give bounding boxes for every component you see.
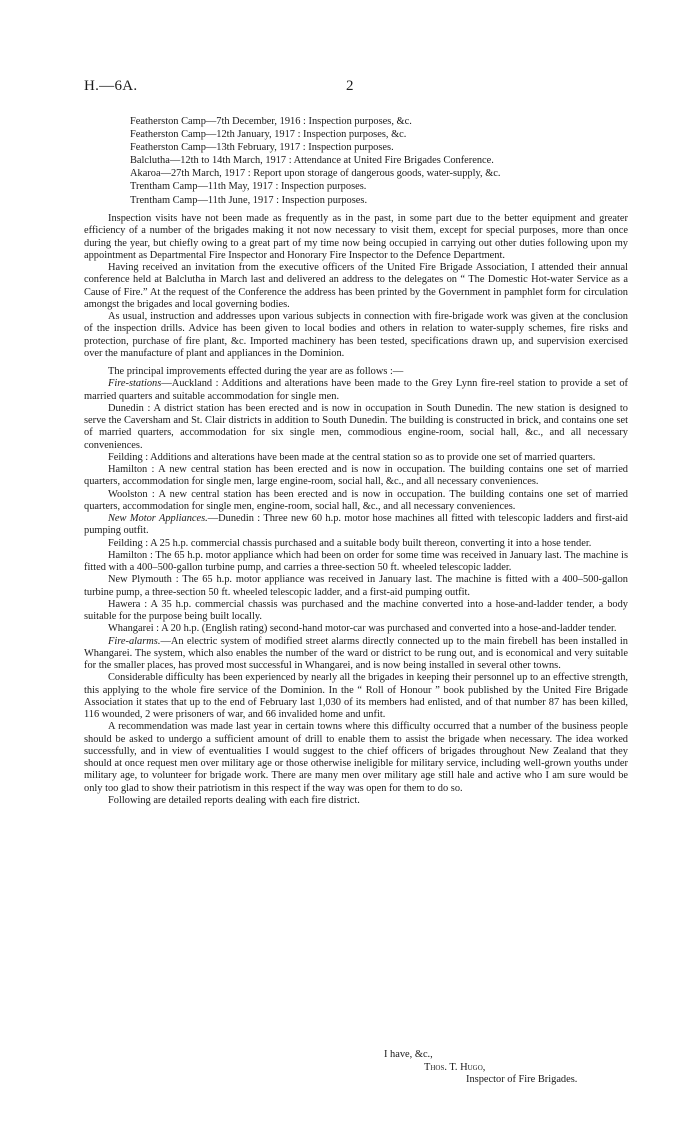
schedule-line: Featherston Camp—7th December, 1916 : Inspection purposes, &c. <box>130 116 412 127</box>
schedule-line: Akaroa—27th March, 1917 : Report upon storage of dangerous goods, water-supply, &c. <box>130 168 501 180</box>
report-body <box>84 213 628 807</box>
paragraph-recommendation: A recommendation was made last year in certain towns where this difficulty occurred that a number of the business people should be asked to undergo a sufficient amount of drill to enable them to assist the brigade when necessary. The idea worked successfully, and in view of eventualities I would suggest to the chief officers of brigades throughout New Zealand that they should at once request men over military age or those otherwise ineligible for military service, including well-grown youths under military age, to volunteer for brigade work. There are many men over military age still hale and active who I am sure would be only too glad to show their patriotism in this respect if the way was open for them to do so. <box>84 721 628 794</box>
heading-fire-alarms: Fire-alarms. <box>108 635 161 647</box>
paragraph-dunedin-station: Dunedin : A district station has been erected and is now in occupation in South Dunedin. The new station is designed to serve the Caversham and St. Clair districts in addition to South Dunedin. The building is constructed in brick, and contains one set of married quarters, accommodation for six single men, commodious engine-room, social hall, &c., and all necessary conveniences. <box>84 402 628 451</box>
schedule-line: Trentham Camp—11th June, 1917 : Inspection purposes. <box>130 194 368 206</box>
paragraph-improvements-intro: The principal improvements effected during the year are as follows :— <box>108 366 404 377</box>
paragraph-following: Following are detailed reports dealing with each fire district. <box>108 794 360 806</box>
signature-title: Inspector of Fire Brigades. <box>466 1074 578 1085</box>
paragraph-motor-hamilton: Hamilton : The 65 h.p. motor appliance which had been on order for some time was received in January last. The machine is fitted with a 400–500-gallon turbine pump, and carries a three-section 50 ft. wheeled telescopic ladder. <box>84 549 628 573</box>
document-id: H.—6A. <box>84 78 138 94</box>
paragraph-motor-hawera: Hawera : A 35 h.p. commercial chassis was purchased and the machine converted into a hose-and-ladder tender, a body suitable for the purpose being built locally. <box>84 598 628 622</box>
paragraph-personnel: Considerable difficulty has been experienced by nearly all the brigades in keeping their personnel up to an effective strength, this applying to the whole fire service of the Dominion. In the “ Roll of Honour ” book published by the United Fire Brigade Association it states that up to the end of February last 1,030 of its members had enlisted, and of that number 87 has been killed, 116 wounded, 2 were prisoners of war, and 66 invalided home and unfit. <box>84 672 628 720</box>
paragraph-fire-alarms: Fire-alarms.—An electric system of modified street alarms directly connected up to the main firebell has been installed in Whangarei. The system, which also enables the number of the ward or district to be rung out, and is economical and very suitable for the smaller places, has proved most successful in Whangarei, and is now being installed in several other towns. <box>84 635 628 671</box>
signature-block <box>84 1049 628 1087</box>
paragraph-feilding-station: Feilding : Additions and alterations have been made at the central station so as to provide one set of married quarters. <box>108 451 596 463</box>
paragraph-motor-new-plymouth: New Plymouth : The 65 h.p. motor appliance was received in January last. The machine is fitted with a 400–500-gallon turbine pump, a three-section 50 ft. wheeled telescopic ladder, and a first-aid pumping outfit. <box>84 574 628 598</box>
paragraph-hamilton-station: Hamilton : A new central station has been erected and is now in occupation. The building contains one set of married quarters, accommodation for single men, large engine-room, social hall, &c., and all necessary conveniences. <box>84 464 628 488</box>
paragraph-conference: Having received an invitation from the executive officers of the United Fire Brigade Association, I attended their annual conference held at Balclutha in March last and delivered an address to the delegates on “ The Domestic Hot-water Service as a Cause of Fire.” At the request of the Conference the address has been printed by the Government in pamphlet form for circulation amongst the brigades and local governing bodies. <box>84 262 628 310</box>
paragraph-motor-whangarei: Whangarei : A 20 h.p. (English rating) second-hand motor-car was purchased and converted into a hose-and-ladder tender. <box>108 623 617 635</box>
paragraph-motor-dunedin: New Motor Appliances.—Dunedin : Three new 60 h.p. motor hose machines all fitted with telescopic ladders and first-aid pumping outfit. <box>84 513 628 537</box>
paragraph-instruction: As usual, instruction and addresses upon various subjects in connection with fire-brigade work was given at the conclusion of the inspection drills. Advice has been given to local bodies and others in relation to water-supply schemes, fire risks and protection, purchase of fire plant, &c. Imported machinery has been tested, specifications drawn up, and supervision exercised over the manufacture of plant and appliances in the Dominion. <box>84 311 628 359</box>
paragraph-inspection-visits: Inspection visits have not been made as frequently as in the past, in some part due to the better equipment and greater efficiency of a number of the brigades making it not now necessary to visit them, except for special purposes, more than once during the year, but chiefly owing to a great part of my time now being occupied in carrying out other duties following upon my appointment as Departmental Fire Inspector and Honorary Fire Inspector to the Defence Department. <box>84 213 628 261</box>
paragraph-motor-feilding: Feilding : A 25 h.p. commercial chassis purchased and a suitable body built thereon, converting it into a hose tender. <box>108 537 592 549</box>
signature-name: Thos. T. Hugo, <box>424 1061 486 1073</box>
heading-fire-stations: Fire-stations <box>108 378 162 390</box>
schedule-line: Featherston Camp—13th February, 1917 : Inspection purposes. <box>130 142 394 154</box>
schedule-line: Trentham Camp—11th May, 1917 : Inspection purposes. <box>130 181 367 193</box>
page-number: 2 <box>346 78 354 94</box>
schedule-line: Featherston Camp—12th January, 1917 : Inspection purposes, &c. <box>130 129 407 141</box>
heading-motor-appliances: New Motor Appliances. <box>108 513 208 524</box>
inspection-schedule <box>130 115 690 207</box>
paragraph-fire-stations-auckland: Fire-stations—Auckland : Additions and alterations have been made to the Grey Lynn fire-reel station to provide a set of married quarters and suitable accommodation for single men. <box>84 378 628 402</box>
schedule-line: Balclutha—12th to 14th March, 1917 : Attendance at United Fire Brigades Conference. <box>130 155 494 167</box>
signature-closing: I have, &c., <box>384 1049 433 1060</box>
page-header <box>84 80 624 100</box>
paragraph-woolston-station: Woolston : A new central station has been erected and is now in occupation. The building contains one set of married quarters, accommodation for single men, engine-room, social hall, &c., and all necessary conveniences. <box>84 488 628 512</box>
